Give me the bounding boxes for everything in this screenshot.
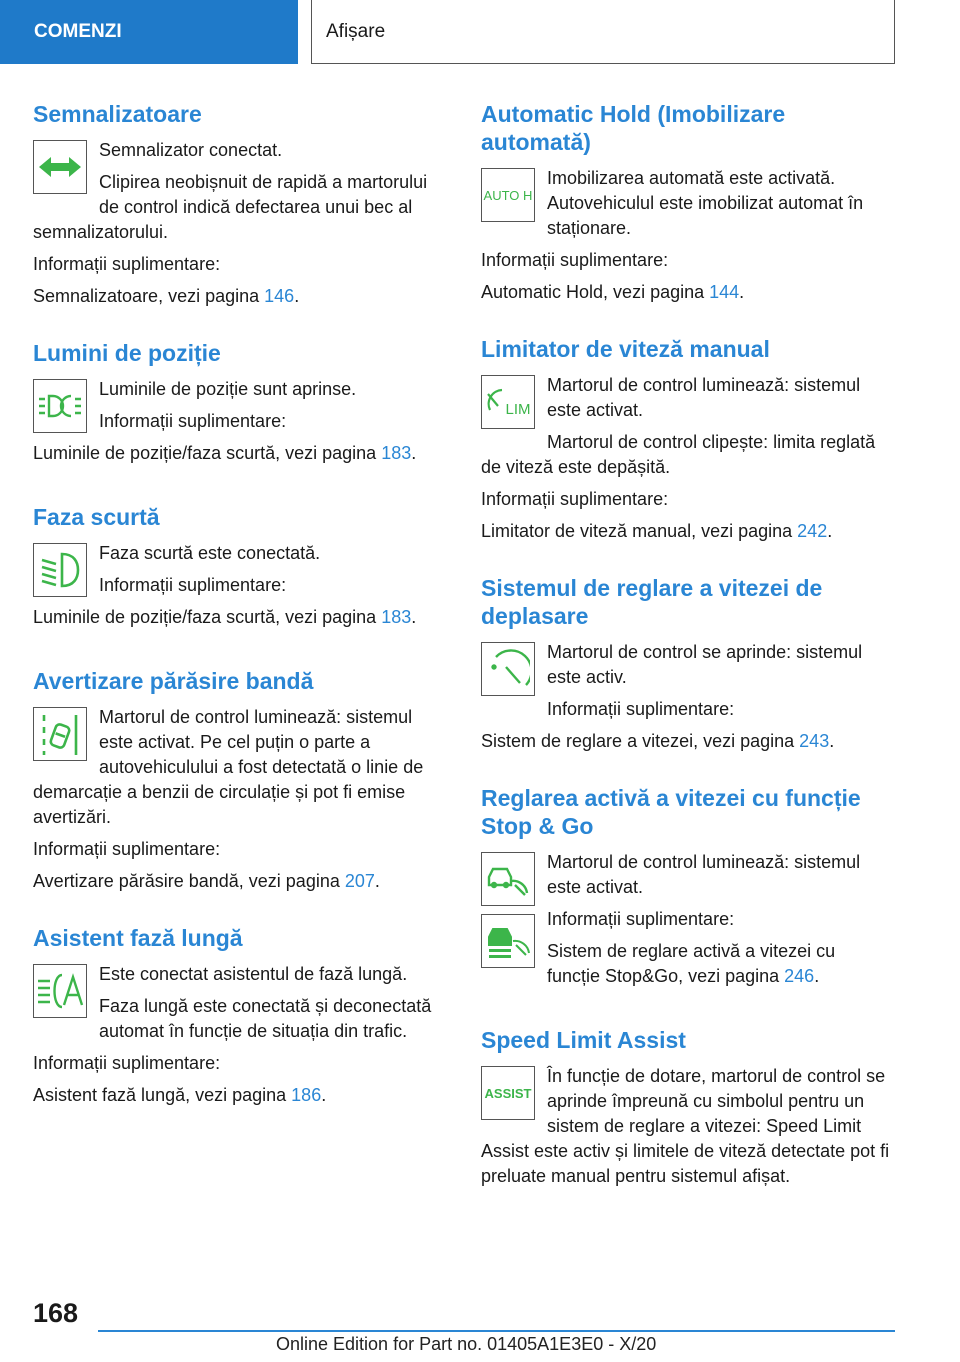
active-cruise-distance-icon <box>481 914 535 968</box>
entry-low-beam <box>33 503 445 637</box>
page-reference: Luminile de poziție/faza scurtă, vezi pagina 183. <box>33 443 417 463</box>
entry-title: Avertizare părăsire bandă <box>33 668 314 694</box>
entry-title: Semnalizatoare <box>33 101 202 127</box>
entry-title: Faza scurtă <box>33 504 160 530</box>
entry-text: Faza lungă este conectată și deconectată automat în funcție de situația din trafic. <box>99 996 432 1041</box>
info-label: Informații suplimentare: <box>33 1053 221 1073</box>
page-link[interactable]: 183 <box>381 443 412 463</box>
low-beam-icon <box>33 543 87 597</box>
page-link[interactable]: 246 <box>784 966 815 986</box>
entry-text: Luminile de poziție sunt aprinse. <box>99 379 357 399</box>
footer-divider <box>98 1330 895 1332</box>
entry-cruise-control <box>481 574 893 754</box>
entry-text: Martorul de control clipește: limita reglată de viteză este depășită. <box>481 432 876 477</box>
lane-departure-icon <box>33 707 87 761</box>
entry-parking-lights <box>33 339 445 473</box>
speed-limiter-icon <box>481 375 535 429</box>
entry-lane-departure <box>33 667 445 894</box>
entry-title: Automatic Hold (Imobilizare automată) <box>481 101 786 155</box>
page-link[interactable]: 144 <box>709 282 740 302</box>
high-beam-assist-icon <box>33 964 87 1018</box>
speed-limit-assist-icon <box>481 1066 535 1120</box>
entry-active-cruise-stop-go <box>481 784 893 996</box>
right-column <box>481 100 893 1226</box>
chapter-tab[interactable]: COMENZI <box>0 0 298 64</box>
info-label: Informații suplimentare: <box>481 489 669 509</box>
entry-text: Martorul de control luminează: sistemul este activat. Pe cel puțin o parte a autovehiculului a fost detectată o linie de demarcație a benzii de circulație și pot fi emise avertizări. <box>33 707 424 827</box>
page-number: 168 <box>33 1298 79 1328</box>
entry-text: În funcție de dotare, martorul de control se aprinde împreună cu simbolul pentru un sistem de reglare a vitezei: Speed Limit Assist este activ și limitele de viteză detectate pot fi preluate manual pentru sistemul afișat. <box>481 1066 890 1186</box>
page-reference: Avertizare părăsire bandă, vezi pagina 207. <box>33 871 380 891</box>
entry-turn-signals <box>33 100 445 309</box>
entry-automatic-hold <box>481 100 893 305</box>
page-reference: Asistent fază lungă, vezi pagina 186. <box>33 1085 327 1105</box>
parking-lights-icon <box>33 379 87 433</box>
info-label: Informații suplimentare: <box>33 839 221 859</box>
entry-text: Este conectat asistentul de fază lungă. <box>99 964 408 984</box>
page-reference: Luminile de poziție/faza scurtă, vezi pagina 183. <box>33 607 417 627</box>
active-cruise-icon <box>481 852 535 906</box>
edition-note: Online Edition for Part no. 01405A1E3E0 - X/20 <box>276 1334 657 1354</box>
page-link[interactable]: 243 <box>799 731 830 751</box>
entry-title: Asistent fază lungă <box>33 925 243 951</box>
svg-text:AUTO H: AUTO H <box>483 188 533 203</box>
entry-title: Speed Limit Assist <box>481 1027 686 1053</box>
page-header <box>0 0 960 66</box>
svg-text:LIM: LIM <box>505 401 531 418</box>
page-link[interactable]: 186 <box>291 1085 322 1105</box>
entry-title: Lumini de poziție <box>33 340 221 366</box>
info-label: Informații suplimentare: <box>481 250 669 270</box>
page-link[interactable]: 207 <box>344 871 375 891</box>
entry-title: Limitator de viteză manual <box>481 336 770 362</box>
entry-text: Informații suplimentare: <box>547 909 735 929</box>
left-column <box>33 100 445 1138</box>
entry-text: Semnalizator conectat. <box>99 140 283 160</box>
page-reference: Sistem de reglare activă a vitezei cu funcție Stop&Go, vezi pagina 246. <box>547 941 836 986</box>
entry-text: Informații suplimentare: <box>99 411 287 431</box>
turn-signal-icon <box>33 140 87 194</box>
page-link[interactable]: 146 <box>264 286 295 306</box>
entry-speed-limit-assist <box>481 1026 893 1196</box>
entry-text: Martorul de control luminează: sistemul este activat. <box>547 375 861 420</box>
entry-text: Martorul de control se aprinde: sistemul este activ. <box>547 642 863 687</box>
page-link[interactable]: 242 <box>797 521 828 541</box>
page-link[interactable]: 183 <box>381 607 412 627</box>
entry-text: Informații suplimentare: <box>547 699 735 719</box>
page-reference: Automatic Hold, vezi pagina 144. <box>481 282 745 302</box>
cruise-control-icon <box>481 642 535 696</box>
entry-title: Reglarea activă a vitezei cu funcție Stop & Go <box>481 785 861 839</box>
entry-high-beam-assist <box>33 924 445 1108</box>
section-title: Afișare <box>311 0 895 64</box>
entry-text: Clipirea neobișnuit de rapidă a martorului de control indică defectarea unui bec al semnalizatorului. <box>33 172 428 242</box>
auto-hold-icon <box>481 168 535 222</box>
entry-text: Martorul de control luminează: sistemul este activat. <box>547 852 861 897</box>
entry-text: Faza scurtă este conectată. <box>99 543 321 563</box>
entry-text: Imobilizarea automată este activată. Autovehiculul este imobilizat automat în staționare. <box>547 168 864 238</box>
page-reference: Semnalizatoare, vezi pagina 146. <box>33 286 300 306</box>
entry-speed-limiter <box>481 335 893 544</box>
page-reference: Sistem de reglare a vitezei, vezi pagina 243. <box>481 731 835 751</box>
svg-text:ASSIST: ASSIST <box>484 1086 532 1101</box>
page-reference: Limitator de viteză manual, vezi pagina 242. <box>481 521 833 541</box>
entry-title: Sistemul de reglare a vitezei de deplasare <box>481 575 823 629</box>
info-label: Informații suplimentare: <box>33 254 221 274</box>
entry-text: Informații suplimentare: <box>99 575 287 595</box>
